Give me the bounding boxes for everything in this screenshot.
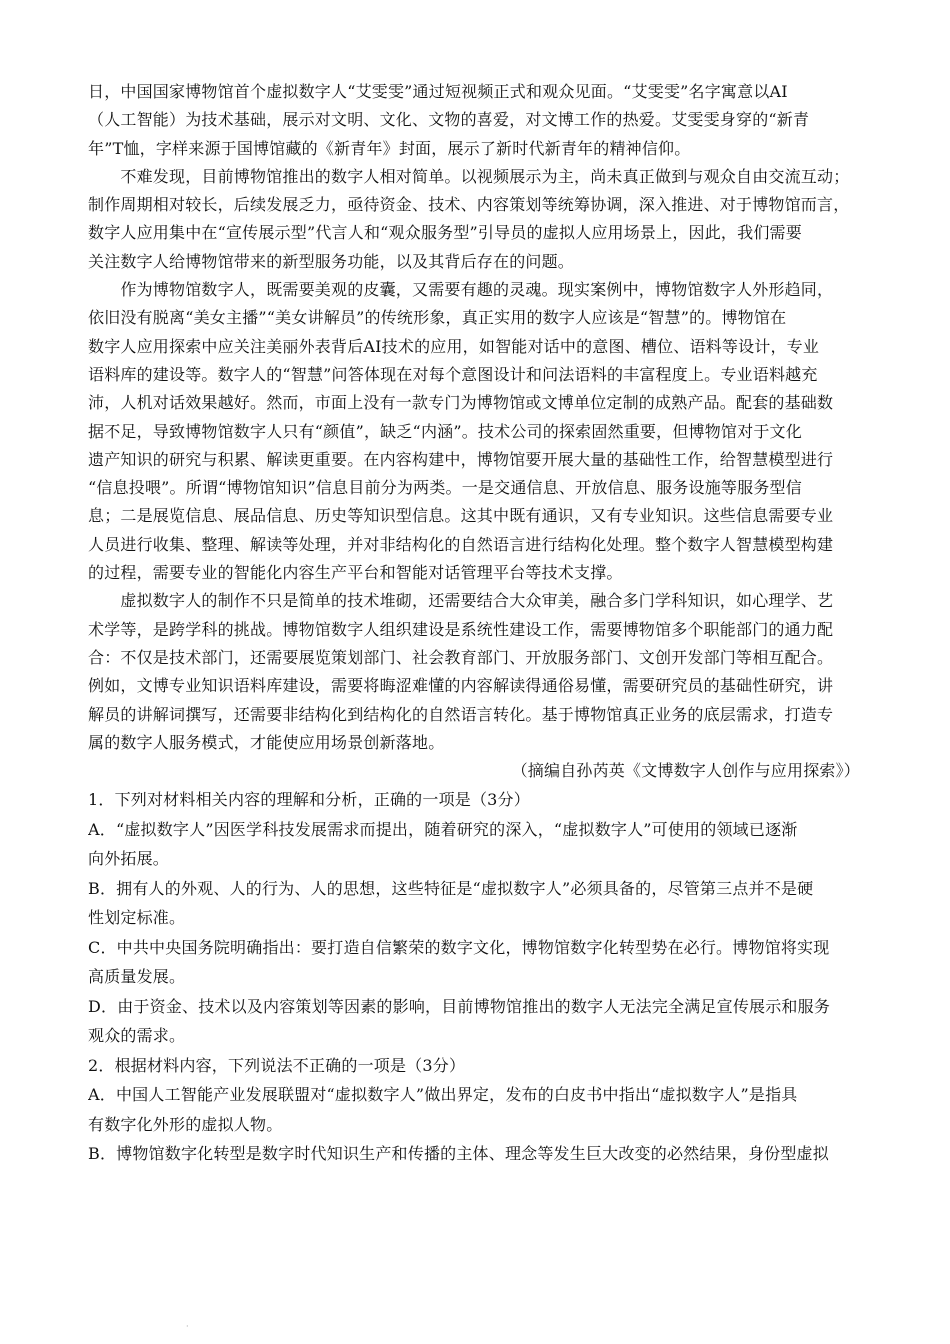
passage-line: 术学等，是跨学科的挑战。博物馆数字人组织建设是系统性建设工作，需要博物馆多个职能部门的通力配: [88, 619, 834, 639]
option-line: 观众的需求。: [88, 1026, 186, 1046]
question-stem-1: 1．下列对材料相关内容的理解和分析，正确的一项是（3分）: [88, 790, 530, 810]
document-page: [88, 78, 864, 1169]
source-citation: （摘编自孙芮英《文博数字人创作与应用探索》）: [511, 761, 860, 781]
passage-line: 合：不仅是技术部门，还需要展览策划部门、社会教育部门、开放服务部门、文创开发部门等相互配合。: [88, 647, 834, 667]
passage-line: 人员进行收集、整理、解读等处理，并对非结构化的自然语言进行结构化处理。整个数字人智慧模型构建: [88, 534, 834, 554]
passage-line: 息；二是展览信息、展品信息、历史等知识型信息。这其中既有通识，又有专业知识。这些信息需要专业: [88, 506, 834, 526]
passage-line: 数字人应用集中在“宣传展示型”代言人和“观众服务型”引导员的虚拟人应用场景上，因此，我们需要: [88, 223, 802, 243]
question-stem-2: 2．根据材料内容，下列说法不正确的一项是（3分）: [88, 1055, 466, 1075]
passage-line: 遗产知识的研究与积累、解读更重要。在内容构建中，博物馆要开展大量的基础性工作，给智慧模型进行: [88, 449, 834, 469]
option-line: 性划定标准。: [88, 908, 186, 928]
passage: [88, 78, 864, 785]
option-line: 向外拓展。: [88, 849, 170, 869]
option-line: A．中国人工智能产业发展联盟对“虚拟数字人”做出界定，发布的白皮书中指出“虚拟数字人”是指具: [88, 1085, 798, 1105]
passage-line: 虚拟数字人的制作不只是简单的技术堆砌，还需要结合大众审美，融合多门学科知识，如心理学、艺: [88, 591, 834, 611]
passage-line: 的过程，需要专业的智能化内容生产平台和智能对话管理平台等技术支撑。: [88, 563, 623, 583]
passage-line: 例如，文博专业知识语料库建设，需要将晦涩难懂的内容解读得通俗易懂，需要研究员的基础性研究，讲: [88, 676, 834, 696]
passage-line: 依旧没有脱离“美女主播”“美女讲解员”的传统形象，真正实用的数字人应该是“智慧”的。博物馆在: [88, 308, 787, 328]
option-line: A．“虚拟数字人”因医学科技发展需求而提出，随着研究的深入，“虚拟数字人”可使用的领域已逐渐: [88, 819, 798, 839]
passage-line: 制作周期相对较长，后续发展乏力，亟待资金、技术、内容策划等统筹协调，深入推进、对于博物馆而言，: [88, 195, 850, 215]
passage-line: 关注数字人给博物馆带来的新型服务功能，以及其背后存在的问题。: [88, 251, 575, 271]
passage-line: （人工智能）为技术基础，展示对文明、文化、文物的喜爱，对文博工作的热爱。艾雯雯身穿的“新青: [88, 110, 810, 130]
passage-line: 属的数字人服务模式，才能使应用场景创新落地。: [88, 732, 445, 752]
passage-line: 日，中国国家博物馆首个虚拟数字人“艾雯雯”通过短视频正式和观众见面。“艾雯雯”名字寓意以AI: [88, 82, 788, 101]
option-line: D．由于资金、技术以及内容策划等因素的影响，目前博物馆推出的数字人无法完全满足宣传展示和服务: [88, 996, 831, 1016]
passage-line: 据不足，导致博物馆数字人只有“颜值”，缺乏“内涵”。技术公司的探索固然重要，但博物馆对于文化: [88, 421, 802, 441]
footer-mark: ·: [186, 1322, 189, 1331]
passage-line: 数字人应用探索中应关注美丽外表背后AI技术的应用，如智能对话中的意图、槽位、语料等设计，专业: [88, 336, 820, 356]
option-line: B．博物馆数字化转型是数字时代知识生产和传播的主体、理念等发生巨大改变的必然结果，身份型虚拟: [88, 1144, 829, 1164]
option-line: 高质量发展。: [88, 967, 186, 987]
questions-section: [88, 785, 864, 1169]
option-line: 有数字化外形的虚拟人物。: [88, 1114, 283, 1134]
passage-line: 作为博物馆数字人，既需要美观的皮囊，又需要有趣的灵魂。现实案例中，博物馆数字人外形趋同，: [88, 280, 834, 300]
passage-line: 沛，人机对话效果越好。然而，市面上没有一款专门为博物馆或文博单位定制的成熟产品。配套的基础数: [88, 393, 834, 413]
passage-line: 解员的讲解词撰写，还需要非结构化到结构化的自然语言转化。基于博物馆真正业务的底层需求，打造专: [88, 704, 834, 724]
option-line: C．中共中央国务院明确指出：要打造自信繁荣的数字文化，博物馆数字化转型势在必行。博物馆将实现: [88, 937, 830, 957]
passage-line: “信息投喂”。所谓“博物馆知识”信息目前分为两类。一是交通信息、开放信息、服务设施等服务型信: [88, 478, 802, 498]
passage-line: 年”T恤，字样来源于国博馆藏的《新青年》封面，展示了新时代新青年的精神信仰。: [88, 138, 691, 158]
passage-line: 不难发现，目前博物馆推出的数字人相对简单。以视频展示为主，尚未真正做到与观众自由交流互动；: [88, 166, 850, 186]
option-line: B．拥有人的外观、人的行为、人的思想，这些特征是“虚拟数字人”必须具备的，尽管第三点并不是硬: [88, 878, 814, 898]
passage-line: 语料库的建设等。数字人的“智慧”问答体现在对每个意图设计和问法语料的丰富程度上。专业语料越充: [88, 364, 818, 384]
